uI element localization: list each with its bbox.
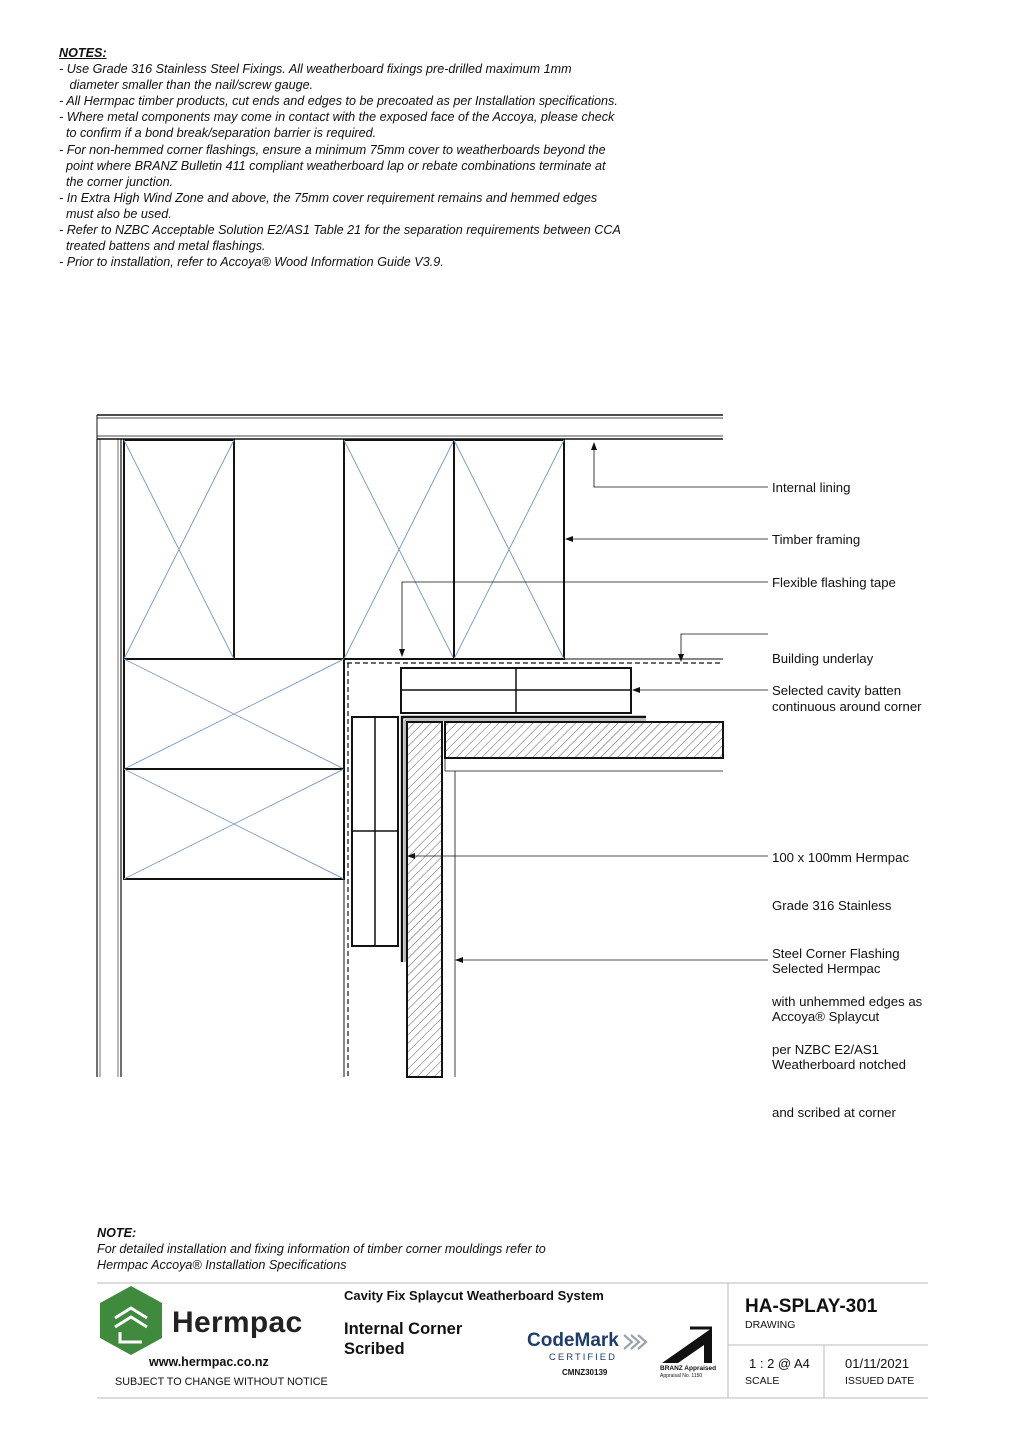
label-line: Accoya® Splaycut [772,1009,880,1024]
leader-lines [402,443,768,960]
notes-line: - Where metal components may come in contact with the exposed face of the Accoya, please check [59,110,615,125]
notes-line: - In Extra High Wind Zone and above, the 75mm cover requirement remains and hemmed edges [59,190,598,205]
notes-line: the corner junction. [59,174,174,189]
scale-label: SCALE [745,1375,780,1387]
notes-line: - For non-hemmed corner flashings, ensure a minimum 75mm cover to weatherboards beyond the [59,142,606,157]
internal-lining-left [97,439,121,1077]
label-line: 100 x 100mm Hermpac [772,850,910,865]
stud-mid-a [344,440,454,659]
drawing-title-line2: Scribed [344,1340,405,1358]
issued-date-label: ISSUED DATE [845,1375,915,1387]
bottom-note [97,1225,546,1274]
bottom-note-line: Hermpac Accoya® Installation Specifications [97,1258,347,1273]
label-internal-lining: Internal lining [772,480,851,495]
drawing-title-line1: Internal Corner [344,1320,463,1338]
label-cavity-batten: Selected cavity batten [772,683,902,698]
notes-line: diameter smaller than the nail/screw gauge. [59,78,314,93]
leader-internal-lining [594,443,768,487]
codemark-chevron-icon [624,1335,646,1349]
branz-sub: Appraisal No. 1150 [660,1373,703,1379]
stud-horizontal-b [124,769,344,879]
branz-label: BRANZ Appraised [660,1365,717,1372]
internal-lining-top [97,415,723,439]
label-line: with unhemmed edges as [772,994,923,1009]
disclaimer: SUBJECT TO CHANGE WITHOUT NOTICE [115,1376,328,1388]
notes-line: point where BRANZ Bulletin 411 compliant weatherboard lap or rebate combinations terminate at [59,158,606,173]
leader-flexible-flashing-tape [402,582,768,656]
bottom-note-heading: NOTE: [97,1226,137,1240]
stud-mid-b [454,440,564,659]
label-line: Building underlay [772,651,874,666]
label-line: continuous around corner [772,699,922,714]
label-line: and scribed at corner [772,1105,896,1120]
notes-line: must also be used. [59,206,172,221]
label-line: per NZBC E2/AS1 [772,1042,880,1057]
codemark-number: CMNZ30139 [562,1368,608,1377]
notes-line: - All Hermpac timber products, cut ends and edges to be precoated as per Installation specifications. [59,94,618,109]
notes-line: - Prior to installation, refer to Accoya® Wood Information Guide V3.9. [59,255,444,270]
notes-line: - Refer to NZBC Acceptable Solution E2/AS1 Table 21 for the separation requirements between CCA [59,223,621,238]
bottom-note-line: For detailed installation and fixing information of timber corner mouldings refer to [97,1242,546,1257]
cavity-batten-horizontal [401,668,631,713]
notes-line: treated battens and metal flashings. [59,239,266,254]
cavity-batten-vertical [352,717,398,946]
label-line: Selected Hermpac [772,961,881,976]
notes-line: - Use Grade 316 Stainless Steel Fixings. All weatherboard fixings pre-drilled maximum 1mm [59,62,572,77]
brand-name: Hermpac [172,1306,303,1339]
label-weatherboard [772,929,906,1137]
label-line: Grade 316 Stainless [772,898,892,913]
weatherboard-vertical [407,722,455,1077]
label-flexible-flashing-tape: Flexible flashing tape [772,575,896,590]
notes-line: to confirm if a bond break/separation barrier is required. [59,126,377,141]
codemark-wordmark: CodeMark [527,1330,619,1351]
notes-heading: NOTES: [59,46,107,60]
label-timber-framing: Timber framing [772,532,861,547]
drawing-label: DRAWING [745,1319,796,1331]
stud-horizontal-a [124,659,344,769]
stud-left-top [124,440,234,659]
weatherboard-horizontal [445,722,723,771]
issued-date-value: 01/11/2021 [845,1356,910,1371]
label-line: Steel Corner Flashing [772,946,900,961]
scale-value: 1 : 2 @ A4 [749,1356,810,1371]
leader-building-underlay [681,634,768,661]
codemark-certified: CERTIFIED [549,1352,617,1363]
drawing-number: HA-SPLAY-301 [745,1296,878,1317]
website-link[interactable]: www.hermpac.co.nz [149,1355,269,1369]
label-line: Weatherboard notched [772,1057,906,1072]
branz-logo-icon [662,1328,712,1363]
hermpac-logo-icon [100,1286,162,1355]
label-building-underlay [772,619,922,731]
system-name: Cavity Fix Splaycut Weatherboard System [344,1288,604,1303]
